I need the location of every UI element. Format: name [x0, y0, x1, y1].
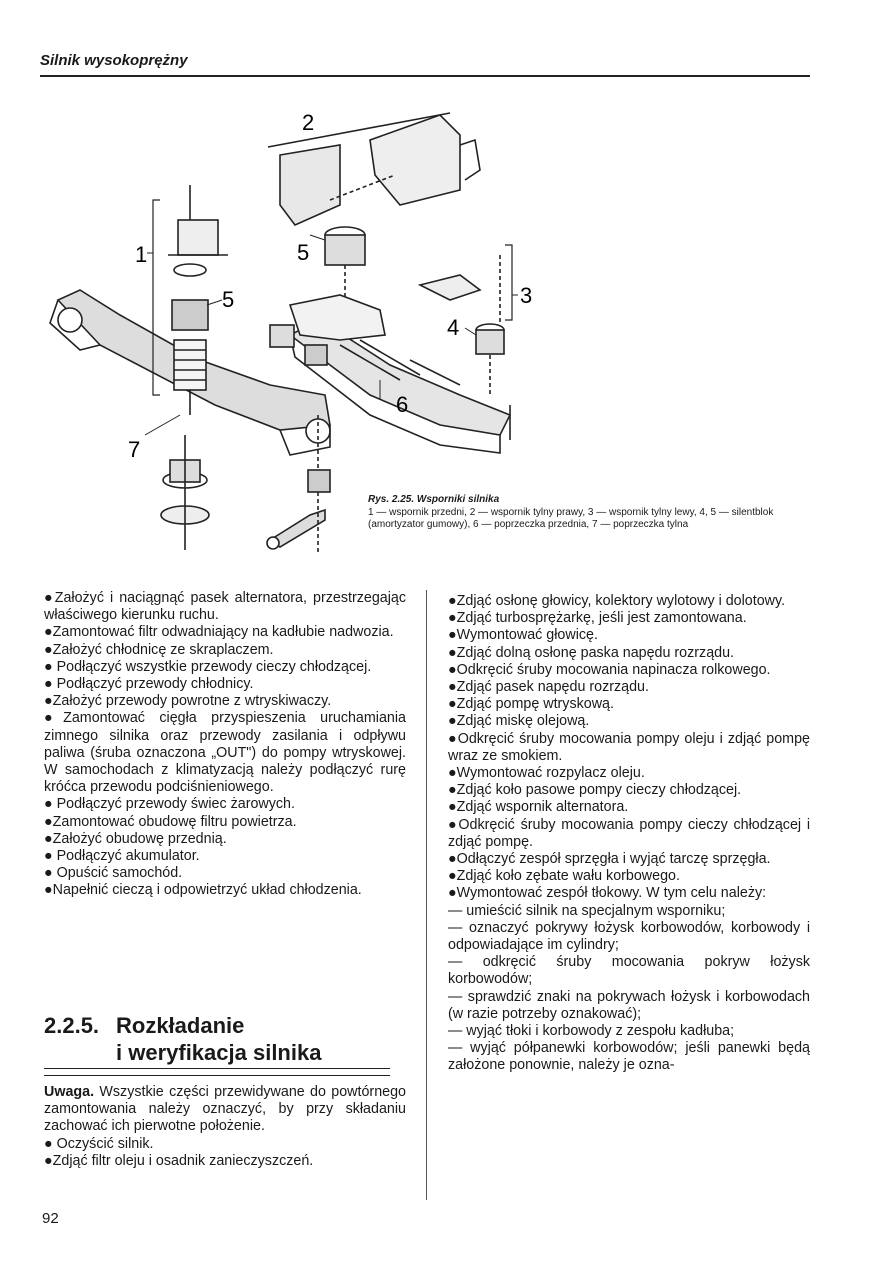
paragraph: ●Zdjąć pompę wtryskową. — [448, 696, 614, 713]
paragraph: ●Zdjąć pasek napędu rozrządu. — [448, 679, 649, 696]
page-number: 92 — [42, 1210, 59, 1227]
section-rule-top — [44, 1068, 390, 1069]
left-column — [44, 590, 406, 900]
paragraph: ●Założyć chłodnicę ze skraplaczem. — [44, 641, 274, 658]
figure-label-5-left: 5 — [222, 287, 235, 312]
figure-label-1: 1 — [135, 242, 148, 267]
figure-label-5-top: 5 — [297, 240, 310, 265]
paragraph: ● Podłączyć wszystkie przewody cieczy chłodzącej. — [44, 658, 372, 675]
paragraph: ●Zdjąć turbosprężarkę, jeśli jest zamontowana. — [448, 610, 747, 627]
header-rule — [40, 75, 810, 77]
paragraph: — wyjąć tłoki i korbowody z zespołu kadłuba; — [448, 1023, 735, 1040]
section-title-line1: Rozkładanie — [116, 1013, 245, 1038]
caption-text: 1 — wspornik przedni, 2 — wspornik tylny prawy, 3 — wspornik tylny lewy, 4, 5 — silentblok (amortyzator gumowy), 6 — poprzeczka przednia, 7 — poprzeczka tylna — [368, 506, 774, 530]
paragraph: ●Zamontować filtr odwadniający na kadłubie nadwozia. — [44, 624, 394, 641]
paragraph: ●Wymontować rozpylacz oleju. — [448, 765, 645, 782]
figure-label-4: 4 — [447, 315, 460, 340]
paragraph: — odkręcić śruby mocowania pokryw łożysk korbowodów; — [448, 954, 810, 988]
paragraph: ● Opuścić samochód. — [44, 865, 183, 882]
section-number: 2.2.5. — [44, 1013, 100, 1038]
paragraph: ●Odłączyć zespół sprzęgła i wyjąć tarczę sprzęgła. — [448, 851, 771, 868]
paragraph: ●Napełnić cieczą i odpowietrzyć układ chłodzenia. — [44, 882, 362, 899]
section-rule-bottom — [44, 1075, 390, 1076]
paragraph: — umieścić silnik na specjalnym wsporniku; — [448, 902, 726, 919]
paragraph: ●Zdjąć koło zębate wału korbowego. — [448, 868, 680, 885]
paragraph: ● Podłączyć akumulator. — [44, 848, 200, 865]
figure-label-3: 3 — [520, 283, 533, 308]
paragraph: ●Wymontować głowicę. — [448, 627, 598, 644]
paragraph: ●Odkręcić śruby mocowania napinacza rolkowego. — [448, 661, 771, 678]
right-column — [448, 593, 810, 1075]
paragraph: ●Zdjąć koło pasowe pompy cieczy chłodzącej. — [448, 782, 742, 799]
paragraph: ● Podłączyć przewody chłodnicy. — [44, 676, 254, 693]
paragraph: ● Podłączyć przewody świec żarowych. — [44, 796, 295, 813]
figure-label-2: 2 — [302, 110, 315, 135]
caption-title: Rys. 2.25. Wsporniki silnika — [368, 494, 500, 505]
column-divider — [426, 590, 427, 1200]
paragraph: ● Oczyścić silnik. — [44, 1135, 154, 1152]
paragraph: — oznaczyć pokrywy łożysk korbowodów, korbowody i odpowiadające im cylindry; — [448, 919, 810, 954]
paragraph: ●Założyć przewody powrotne z wtryskiwaczy. — [44, 693, 332, 710]
figure-label-6: 6 — [396, 392, 409, 417]
paragraph: ●Zdjąć wspornik alternatora. — [448, 799, 629, 816]
paragraph: ●Zdjąć osłonę głowicy, kolektory wylotowy i dolotowy. — [448, 593, 786, 609]
section-heading — [44, 1012, 384, 1066]
paragraph: — wyjąć półpanewki korbowodów; jeśli panewki będą założone ponownie, należy je ozna- — [448, 1040, 810, 1074]
paragraph: ●Zamontować cięgła przyspieszenia uruchamiania zimnego silnika oraz przewody zasilania i odpływu paliwa (śruba oznaczona „OUT") do pompy wtryskowej. W samochodach z klimatyzacją należy podłączyć rurę króćca przewodu podciśnieniowego. — [44, 710, 406, 796]
running-title: Silnik wysokoprężny — [40, 52, 188, 69]
paragraph: ●Zdjąć filtr oleju i osadnik zanieczyszczeń. — [44, 1152, 314, 1169]
figure-caption — [368, 494, 808, 532]
paragraph: ●Wymontować zespół tłokowy. W tym celu należy: — [448, 885, 767, 902]
note-paragraph — [44, 1084, 406, 1136]
note-label: Uwaga. — [44, 1084, 95, 1100]
paragraph: ●Zamontować obudowę filtru powietrza. — [44, 813, 297, 830]
paragraph: ●Zdjąć dolną osłonę paska napędu rozrządu. — [448, 644, 735, 661]
paragraph: ●Odkręcić śruby mocowania pompy oleju i zdjąć pompę wraz ze smokiem. — [448, 730, 810, 764]
paragraph: ●Założyć i naciągnąć pasek alternatora, przestrzegając właściwego kierunku ruchu. — [44, 590, 406, 624]
figure-label-7: 7 — [128, 437, 141, 462]
paragraph: — sprawdzić znaki na pokrywach łożysk i korbowodach (w razie potrzeby oznakować); — [448, 988, 810, 1022]
paragraph: ●Odkręcić śruby mocowania pompy cieczy chłodzącej i zdjąć pompę. — [448, 816, 810, 850]
note-block — [44, 1084, 406, 1170]
section-title-line2: i weryfikacja silnika — [116, 1040, 322, 1065]
paragraph: ●Zdjąć miskę olejową. — [448, 713, 590, 730]
note-text: Wszystkie części przewidywane do powtórnego zamontowania należy oznaczyć, by przy składaniu zachować ich pierwotne położenie. — [44, 1084, 406, 1135]
paragraph: ●Założyć obudowę przednią. — [44, 830, 227, 847]
